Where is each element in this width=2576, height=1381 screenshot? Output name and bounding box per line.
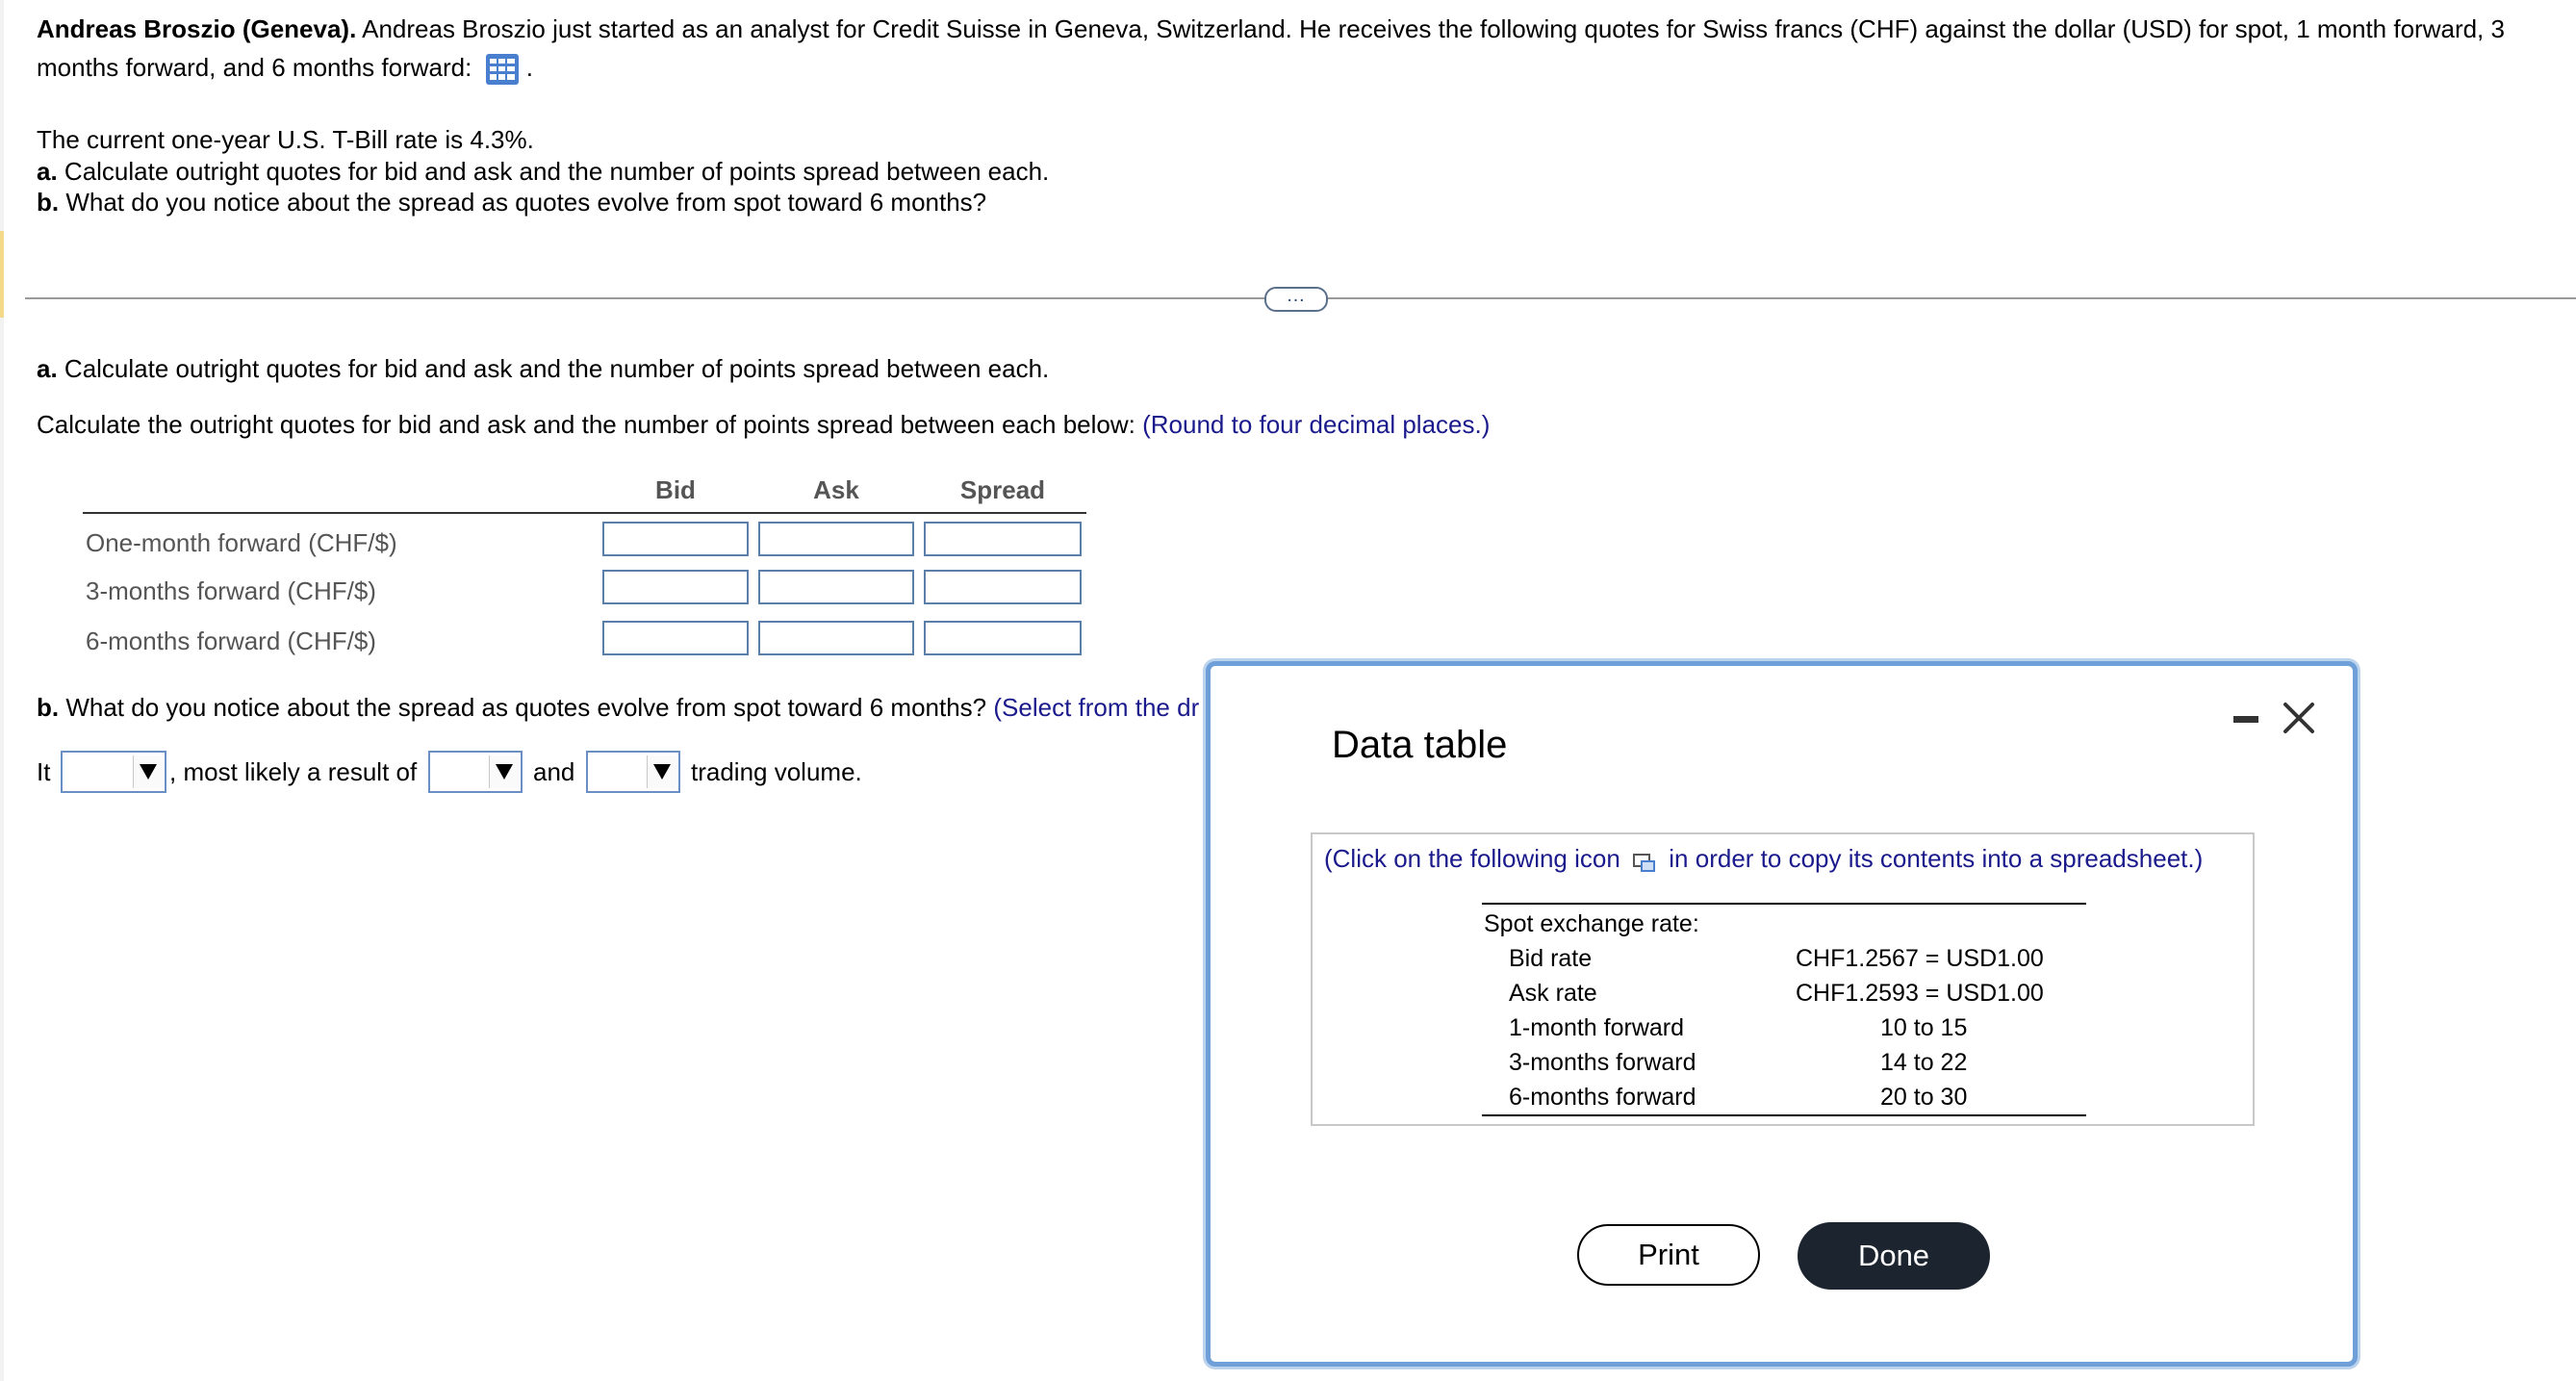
copy-instructions <box>1324 844 2203 874</box>
dialog-title: Data table <box>1332 724 1508 766</box>
row-label-six-months: 6-months forward (CHF/$) <box>86 627 376 655</box>
column-header-spread: Spread <box>959 475 1046 504</box>
question-a-label: a. <box>37 157 58 186</box>
problem-intro-text: Andreas Broszio just started as an analyst for Credit Suisse in Geneva, Switzerland. He receives the following quotes for Swiss francs (CHF) against the dollar (USD) for spot, 1 month forward, 3 <box>362 14 2505 43</box>
one-month-forward-value: 10 to 15 <box>1880 1014 1968 1041</box>
cause-dropdown[interactable] <box>428 751 523 793</box>
expand-more-button[interactable]: … <box>1264 287 1328 312</box>
left-edge-bar <box>0 0 4 1381</box>
spread-trend-dropdown[interactable] <box>61 751 166 793</box>
minimize-icon[interactable] <box>2233 716 2258 723</box>
data-table-box <box>1311 832 2255 1126</box>
one-month-forward-label: 1-month forward <box>1509 1014 1685 1041</box>
six-months-ask-input[interactable] <box>758 621 914 655</box>
spot-rate-heading: Spot exchange rate: <box>1484 910 1699 937</box>
left-edge-accent <box>0 231 4 318</box>
ask-rate-label: Ask rate <box>1509 980 1597 1007</box>
one-month-spread-input[interactable] <box>924 522 1082 556</box>
problem-title: Andreas Broszio (Geneva). <box>37 14 357 43</box>
one-month-ask-input[interactable] <box>758 522 914 556</box>
print-button[interactable]: Print <box>1577 1224 1760 1286</box>
part-a-instruction <box>37 405 1490 444</box>
three-months-forward-label: 3-months forward <box>1509 1049 1696 1076</box>
three-months-spread-input[interactable] <box>924 570 1082 604</box>
copy-instructions-before: (Click on the following icon <box>1324 844 1620 873</box>
column-header-bid: Bid <box>655 475 696 504</box>
dropdown-arrow-icon[interactable] <box>647 755 676 788</box>
data-table-grid-icon[interactable] <box>485 53 520 86</box>
copy-to-spreadsheet-icon[interactable] <box>1633 850 1656 871</box>
table-header-rule <box>83 512 1086 514</box>
row-label-three-months: 3-months forward (CHF/$) <box>86 576 376 605</box>
problem-intro-end: . <box>525 53 534 82</box>
problem-intro-line2 <box>37 48 533 87</box>
table-top-rule <box>1482 903 2086 905</box>
six-months-spread-input[interactable] <box>924 621 1082 655</box>
part-b-hint: (Select from the dr <box>993 693 1200 722</box>
part-b-sentence-and: and <box>533 757 575 786</box>
data-table-dialog <box>1206 661 2358 1367</box>
question-b-label: b. <box>37 188 60 217</box>
six-months-bid-input[interactable] <box>602 621 749 655</box>
part-a-heading-text: Calculate outright quotes for bid and ask and the number of points spread between each. <box>64 354 1050 383</box>
part-a-instruction-text: Calculate the outright quotes for bid and ask and the number of points spread between each below: <box>37 410 1135 439</box>
copy-instructions-after: in order to copy its contents into a spreadsheet.) <box>1669 844 2204 873</box>
tbill-rate-text: The current one-year U.S. T-Bill rate is 4.3%. <box>37 125 534 154</box>
problem-intro-text-2: months forward, and 6 months forward: <box>37 53 472 82</box>
table-bottom-rule <box>1482 1114 2086 1116</box>
six-months-forward-value: 20 to 30 <box>1880 1084 1968 1111</box>
close-icon[interactable] <box>2282 701 2316 735</box>
three-months-forward-value: 14 to 22 <box>1880 1049 1968 1076</box>
part-a-hint: (Round to four decimal places.) <box>1142 410 1491 439</box>
row-label-one-month: One-month forward (CHF/$) <box>86 528 397 557</box>
part-b-sentence-it: It <box>37 757 51 786</box>
question-b <box>37 183 986 221</box>
ask-rate-value: CHF1.2593 = USD1.00 <box>1796 980 2044 1007</box>
question-a-text: Calculate outright quotes for bid and ask and the number of points spread between each. <box>64 157 1050 186</box>
done-button[interactable]: Done <box>1798 1222 1990 1290</box>
dropdown-arrow-icon[interactable] <box>489 755 519 788</box>
question-b-text: What do you notice about the spread as quotes evolve from spot toward 6 months? <box>65 188 987 217</box>
part-b-sentence-mid: , most likely a result of <box>169 757 418 786</box>
part-b-question <box>37 688 1199 727</box>
dropdown-arrow-icon[interactable] <box>133 755 163 788</box>
trading-volume-dropdown[interactable] <box>586 751 680 793</box>
part-a-heading <box>37 349 1049 388</box>
three-months-ask-input[interactable] <box>758 570 914 604</box>
bid-rate-label: Bid rate <box>1509 945 1593 972</box>
column-header-ask: Ask <box>813 475 859 504</box>
part-b-label: b. <box>37 693 60 722</box>
part-a-label: a. <box>37 354 58 383</box>
part-b-question-text: What do you notice about the spread as quotes evolve from spot toward 6 months? <box>65 693 987 722</box>
three-months-bid-input[interactable] <box>602 570 749 604</box>
one-month-bid-input[interactable] <box>602 522 749 556</box>
problem-intro-line1 <box>37 10 2505 48</box>
six-months-forward-label: 6-months forward <box>1509 1084 1696 1111</box>
bid-rate-value: CHF1.2567 = USD1.00 <box>1796 945 2044 972</box>
part-b-sentence-end: trading volume. <box>691 757 862 786</box>
